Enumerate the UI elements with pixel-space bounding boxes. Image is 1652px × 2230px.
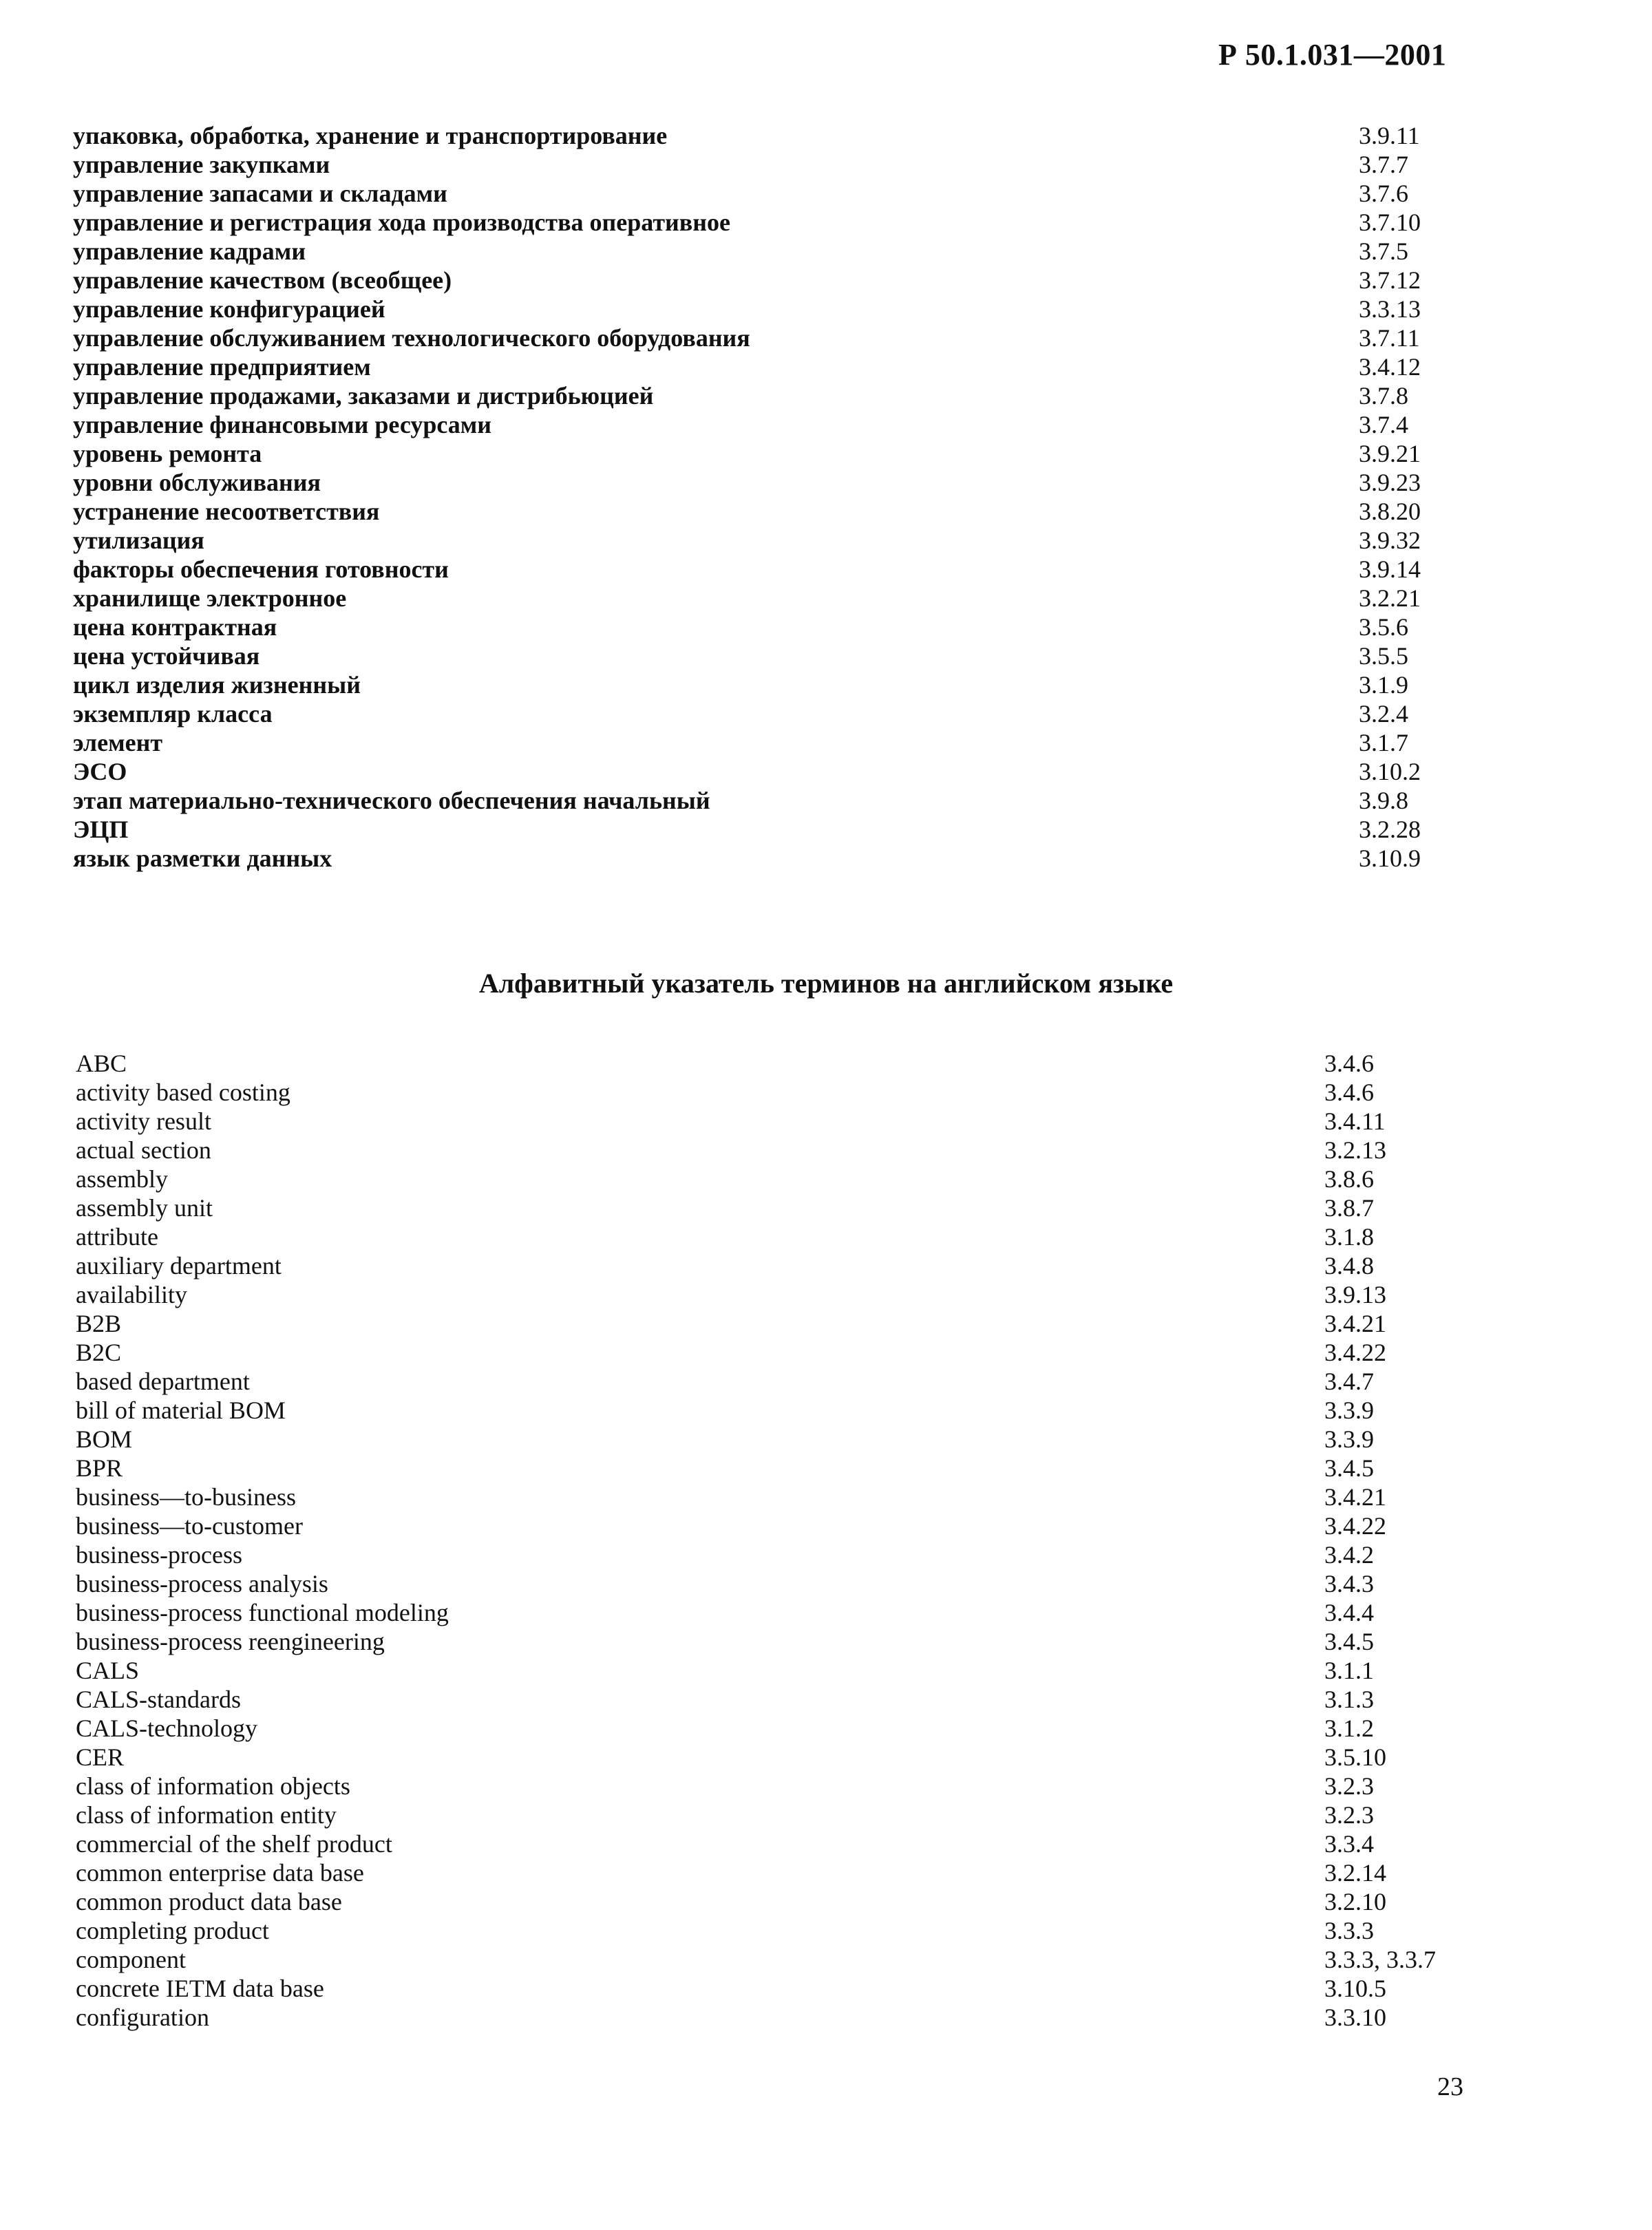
index-term: управление обслуживанием технологического оборудования bbox=[73, 324, 750, 352]
index-reference: 3.4.3 bbox=[1324, 1570, 1374, 1597]
index-term: хранилище электронное bbox=[73, 584, 347, 612]
index-term: CALS bbox=[76, 1657, 140, 1684]
index-term: class of information entity bbox=[76, 1801, 337, 1829]
index-reference: 3.7.4 bbox=[1359, 411, 1408, 438]
index-reference: 3.3.3, 3.3.7 bbox=[1324, 1946, 1436, 1973]
index-reference: 3.7.5 bbox=[1359, 237, 1408, 265]
index-reference: 3.2.4 bbox=[1359, 700, 1408, 728]
index-term: управление и регистрация хода производства оперативное bbox=[73, 209, 730, 236]
index-entry bbox=[0, 1887, 1652, 1916]
index-reference: 3.4.21 bbox=[1324, 1483, 1386, 1511]
index-entry bbox=[0, 1916, 1652, 1945]
index-entry bbox=[0, 757, 1652, 786]
index-entry bbox=[0, 1367, 1652, 1396]
index-reference: 3.8.7 bbox=[1324, 1194, 1374, 1222]
index-term: CALS-technology bbox=[76, 1714, 257, 1742]
index-entry bbox=[0, 1627, 1652, 1656]
index-term: actual section bbox=[76, 1136, 211, 1164]
index-reference: 3.4.11 bbox=[1324, 1107, 1386, 1135]
index-term: упаковка, обработка, хранение и транспортирование bbox=[73, 122, 668, 149]
index-term: элемент bbox=[73, 729, 163, 756]
index-reference: 3.7.10 bbox=[1359, 209, 1421, 236]
index-term: availability bbox=[76, 1281, 187, 1308]
index-reference: 3.4.7 bbox=[1324, 1368, 1374, 1395]
index-term: управление качеством (всеобщее) bbox=[73, 266, 452, 294]
index-reference: 3.5.5 bbox=[1359, 642, 1408, 670]
index-term: этап материально-технического обеспечения начальный bbox=[73, 787, 710, 814]
index-term: class of information objects bbox=[76, 1772, 350, 1800]
index-entry bbox=[0, 1685, 1652, 1714]
index-reference: 3.3.10 bbox=[1324, 2004, 1386, 2031]
index-term: business—to-customer bbox=[76, 1512, 303, 1540]
index-reference: 3.3.3 bbox=[1324, 1917, 1374, 1944]
index-entry bbox=[0, 699, 1652, 728]
index-reference: 3.9.11 bbox=[1359, 122, 1420, 149]
index-reference: 3.4.2 bbox=[1324, 1541, 1374, 1569]
index-term: уровни обслуживания bbox=[73, 469, 321, 496]
index-reference: 3.3.9 bbox=[1324, 1397, 1374, 1424]
index-reference: 3.1.2 bbox=[1324, 1714, 1374, 1742]
index-entry bbox=[0, 1945, 1652, 1974]
index-entry bbox=[0, 1974, 1652, 2003]
index-reference: 3.10.2 bbox=[1359, 758, 1421, 785]
english-index-title: Алфавитный указатель терминов на английском языке bbox=[478, 968, 1174, 999]
index-entry bbox=[0, 641, 1652, 670]
index-entry bbox=[0, 844, 1652, 873]
index-entry bbox=[0, 323, 1652, 352]
index-term: ЭЦП bbox=[73, 816, 129, 843]
index-term: configuration bbox=[76, 2004, 209, 2031]
index-term: управление финансовыми ресурсами bbox=[73, 411, 492, 438]
index-term: CER bbox=[76, 1743, 125, 1771]
index-entry bbox=[0, 728, 1652, 757]
index-reference: 3.5.10 bbox=[1324, 1743, 1386, 1771]
index-entry bbox=[0, 1309, 1652, 1338]
index-term: component bbox=[76, 1946, 186, 1973]
index-term: bill of material BOM bbox=[76, 1397, 286, 1424]
index-entry bbox=[0, 1107, 1652, 1136]
index-reference: 3.4.6 bbox=[1324, 1079, 1374, 1106]
index-entry bbox=[0, 1598, 1652, 1627]
index-entry bbox=[0, 439, 1652, 468]
index-reference: 3.10.5 bbox=[1324, 1975, 1386, 2002]
index-reference: 3.3.13 bbox=[1359, 295, 1421, 323]
index-entry bbox=[0, 815, 1652, 844]
index-entry bbox=[0, 121, 1652, 150]
index-term: цена устойчивая bbox=[73, 642, 260, 670]
index-reference: 3.4.21 bbox=[1324, 1310, 1386, 1337]
index-term: BOM bbox=[76, 1425, 133, 1453]
index-term: activity result bbox=[76, 1107, 211, 1135]
index-reference: 3.2.10 bbox=[1324, 1888, 1386, 1915]
index-term: business-process reengineering bbox=[76, 1628, 385, 1655]
index-entry bbox=[0, 150, 1652, 179]
index-reference: 3.2.14 bbox=[1324, 1859, 1386, 1887]
index-reference: 3.5.6 bbox=[1359, 613, 1408, 641]
index-entry bbox=[0, 237, 1652, 266]
index-term: activity based costing bbox=[76, 1079, 290, 1106]
index-entry bbox=[0, 555, 1652, 584]
index-reference: 3.7.12 bbox=[1359, 266, 1421, 294]
index-term: ЭСО bbox=[73, 758, 127, 785]
index-entry bbox=[0, 1858, 1652, 1887]
index-term: attribute bbox=[76, 1223, 158, 1251]
index-term: факторы обеспечения готовности bbox=[73, 555, 449, 583]
english-term-index bbox=[0, 1049, 1652, 2032]
index-entry bbox=[0, 1193, 1652, 1222]
index-reference: 3.2.28 bbox=[1359, 816, 1421, 843]
index-entry bbox=[0, 670, 1652, 699]
index-entry bbox=[0, 208, 1652, 237]
index-term: экземпляр класса bbox=[73, 700, 273, 728]
index-entry bbox=[0, 1569, 1652, 1598]
index-term: common enterprise data base bbox=[76, 1859, 364, 1887]
index-term: assembly unit bbox=[76, 1194, 213, 1222]
index-reference: 3.3.4 bbox=[1324, 1830, 1374, 1858]
index-reference: 3.2.13 bbox=[1324, 1136, 1386, 1164]
index-term: concrete IETM data base bbox=[76, 1975, 324, 2002]
index-entry bbox=[0, 1656, 1652, 1685]
index-entry bbox=[0, 526, 1652, 555]
index-entry bbox=[0, 584, 1652, 613]
index-entry bbox=[0, 1049, 1652, 1078]
index-entry bbox=[0, 2003, 1652, 2032]
index-term: цикл изделия жизненный bbox=[73, 671, 361, 699]
index-reference: 3.2.3 bbox=[1324, 1801, 1374, 1829]
index-reference: 3.1.7 bbox=[1359, 729, 1408, 756]
index-reference: 3.4.22 bbox=[1324, 1512, 1386, 1540]
index-term: business-process bbox=[76, 1541, 242, 1569]
index-reference: 3.9.14 bbox=[1359, 555, 1421, 583]
index-term: управление конфигурацией bbox=[73, 295, 385, 323]
index-term: commercial of the shelf product bbox=[76, 1830, 392, 1858]
index-entry bbox=[0, 1396, 1652, 1425]
index-reference: 3.1.1 bbox=[1324, 1657, 1374, 1684]
index-term: auxiliary department bbox=[76, 1252, 282, 1279]
index-reference: 3.4.22 bbox=[1324, 1339, 1386, 1366]
index-term: based department bbox=[76, 1368, 250, 1395]
index-term: BPR bbox=[76, 1454, 123, 1482]
index-entry bbox=[0, 1454, 1652, 1483]
index-term: управление продажами, заказами и дистрибьюцией bbox=[73, 382, 654, 410]
index-term: assembly bbox=[76, 1165, 168, 1193]
index-entry bbox=[0, 1483, 1652, 1511]
index-entry bbox=[0, 468, 1652, 497]
index-reference: 3.9.8 bbox=[1359, 787, 1408, 814]
index-reference: 3.3.9 bbox=[1324, 1425, 1374, 1453]
index-term: цена контрактная bbox=[73, 613, 277, 641]
index-term: ABC bbox=[76, 1050, 127, 1077]
index-entry bbox=[0, 786, 1652, 815]
index-entry bbox=[0, 352, 1652, 381]
index-entry bbox=[0, 1540, 1652, 1569]
index-reference: 3.4.5 bbox=[1324, 1454, 1374, 1482]
index-term: CALS-standards bbox=[76, 1686, 241, 1713]
index-entry bbox=[0, 179, 1652, 208]
index-entry bbox=[0, 410, 1652, 439]
index-entry bbox=[0, 1511, 1652, 1540]
index-entry bbox=[0, 1714, 1652, 1743]
index-term: completing product bbox=[76, 1917, 269, 1944]
index-reference: 3.8.6 bbox=[1324, 1165, 1374, 1193]
index-reference: 3.4.6 bbox=[1324, 1050, 1374, 1077]
index-reference: 3.7.7 bbox=[1359, 151, 1408, 178]
index-entry bbox=[0, 613, 1652, 641]
index-term: business—to-business bbox=[76, 1483, 297, 1511]
index-term: business-process functional modeling bbox=[76, 1599, 449, 1626]
index-term: уровень ремонта bbox=[73, 440, 262, 467]
document-code: Р 50.1.031—2001 bbox=[1218, 38, 1447, 72]
index-term: управление предприятием bbox=[73, 353, 371, 381]
index-entry bbox=[0, 1280, 1652, 1309]
index-reference: 3.1.9 bbox=[1359, 671, 1408, 699]
index-term: B2B bbox=[76, 1310, 122, 1337]
index-term: язык разметки данных bbox=[73, 845, 332, 872]
index-term: устранение несоответствия bbox=[73, 498, 380, 525]
index-entry bbox=[0, 381, 1652, 410]
index-reference: 3.8.20 bbox=[1359, 498, 1421, 525]
index-reference: 3.4.12 bbox=[1359, 353, 1421, 381]
index-term: утилизация bbox=[73, 527, 204, 554]
index-entry bbox=[0, 1425, 1652, 1454]
index-reference: 3.4.8 bbox=[1324, 1252, 1374, 1279]
index-term: управление закупками bbox=[73, 151, 330, 178]
index-term: управление кадрами bbox=[73, 237, 306, 265]
index-reference: 3.9.21 bbox=[1359, 440, 1421, 467]
index-reference: 3.1.8 bbox=[1324, 1223, 1374, 1251]
index-term: B2C bbox=[76, 1339, 122, 1366]
index-entry bbox=[0, 295, 1652, 323]
index-reference: 3.2.3 bbox=[1324, 1772, 1374, 1800]
index-entry bbox=[0, 266, 1652, 295]
index-reference: 3.7.8 bbox=[1359, 382, 1408, 410]
index-reference: 3.4.5 bbox=[1324, 1628, 1374, 1655]
index-entry bbox=[0, 1078, 1652, 1107]
index-reference: 3.9.32 bbox=[1359, 527, 1421, 554]
index-reference: 3.9.13 bbox=[1324, 1281, 1386, 1308]
index-reference: 3.9.23 bbox=[1359, 469, 1421, 496]
index-term: управление запасами и складами bbox=[73, 180, 447, 207]
index-entry bbox=[0, 1251, 1652, 1280]
index-entry bbox=[0, 1222, 1652, 1251]
index-entry bbox=[0, 1801, 1652, 1829]
index-entry bbox=[0, 1772, 1652, 1801]
page-number: 23 bbox=[1437, 2072, 1463, 2101]
index-reference: 3.4.4 bbox=[1324, 1599, 1374, 1626]
index-term: business-process analysis bbox=[76, 1570, 328, 1597]
index-entry bbox=[0, 1136, 1652, 1165]
index-reference: 3.1.3 bbox=[1324, 1686, 1374, 1713]
index-reference: 3.2.21 bbox=[1359, 584, 1421, 612]
index-entry bbox=[0, 1338, 1652, 1367]
index-entry bbox=[0, 1743, 1652, 1772]
index-reference: 3.7.6 bbox=[1359, 180, 1408, 207]
index-term: common product data base bbox=[76, 1888, 342, 1915]
russian-term-index bbox=[0, 121, 1652, 873]
index-entry bbox=[0, 1165, 1652, 1193]
index-reference: 3.7.11 bbox=[1359, 324, 1420, 352]
index-entry bbox=[0, 1829, 1652, 1858]
index-reference: 3.10.9 bbox=[1359, 845, 1421, 872]
index-entry bbox=[0, 497, 1652, 526]
